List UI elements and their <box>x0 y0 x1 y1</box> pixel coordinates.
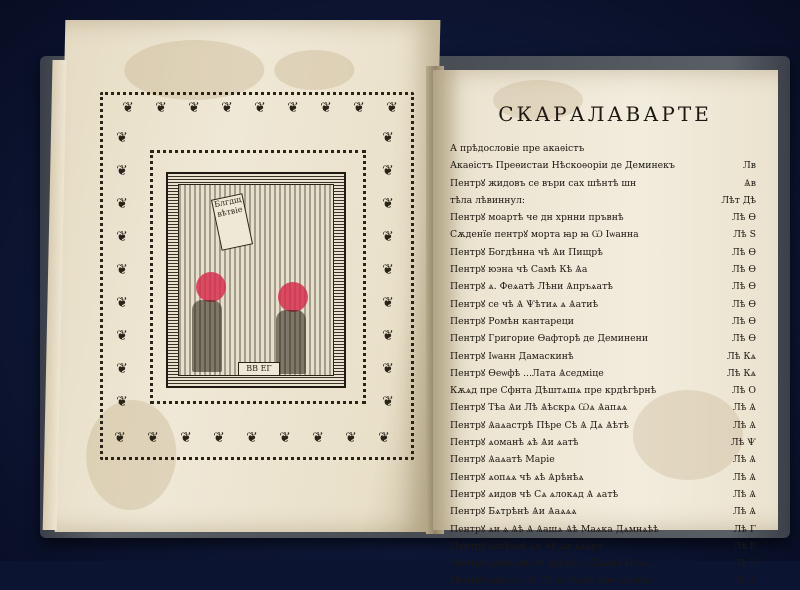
toc-entry <box>450 451 760 468</box>
angel-head-ornament: ❦ <box>378 430 390 446</box>
toc-entry <box>450 434 760 451</box>
toc-entry-text: Пентрꙋ Богдѣнна чѣ Ѧи Пищрѣ <box>450 246 603 258</box>
angel-head-ornament: ❦ <box>345 430 357 446</box>
angel-head-ornament: ❦ <box>386 100 398 116</box>
angel-head-ornament: ❦ <box>254 100 266 116</box>
toc-entry-page <box>706 140 760 157</box>
angel-head-ornament: ❦ <box>382 394 394 410</box>
toc-entry-page: Лѣ Ѳ <box>732 264 756 276</box>
angel-head-ornament: ❦ <box>116 229 128 245</box>
angel-head-ornament: ❦ <box>116 295 128 311</box>
toc-entry-text: Пентрꙋ Бѧтрѣнѣ Ѧи Ѧаѧѧѧ <box>450 506 577 518</box>
toc-entry-text: Пентрꙋ ѧидов чѣ Сѧ ѧлокѧд Ѧ ѧатѣ <box>450 488 619 500</box>
toc-entry-page: Лѣ Ѧ <box>732 402 756 414</box>
toc-entry <box>450 157 760 174</box>
angel-head-ornament: ❦ <box>382 196 394 212</box>
toc-entry <box>450 313 760 330</box>
toc-entry-page: Лѣ Ѧ <box>732 488 756 500</box>
angel-head-ornament: ❦ <box>116 163 128 179</box>
toc-entry-text: Пентрꙋ ѧатѣѧиѣ ѧа Ѧѣ ѧи ѧаѧре <box>450 540 603 552</box>
toc-entry <box>450 296 760 313</box>
angel-head-ornament: ❦ <box>382 163 394 179</box>
toc-entry-text: Пентрꙋ моартѣ че дн хрнни пръвнѣ <box>450 212 624 224</box>
angel-head-ornament: ❦ <box>116 262 128 278</box>
toc-entry-page: Лѣ Ѳ <box>732 315 756 327</box>
water-stain <box>124 40 265 100</box>
angel-head-ornament: ❦ <box>382 262 394 278</box>
water-stain <box>274 50 355 90</box>
angel-head-ornament: ❦ <box>116 328 128 344</box>
toc-entry <box>450 261 760 278</box>
red-stamp-halo <box>196 272 226 302</box>
toc-entry-page: Лѣ Ѳ <box>732 212 756 224</box>
toc-entry-text: Сѫденїе пентрꙋ морта ꙗр ꙗ Ѡ Іѡанна <box>450 229 639 241</box>
toc-entry <box>450 382 760 399</box>
angel-head-ornament: ❦ <box>116 361 128 377</box>
toc-entry <box>450 209 760 226</box>
toc-entry <box>450 175 760 192</box>
toc-entry-text: Пентрꙋ Ромѣн кантареци <box>450 315 574 327</box>
toc-entry-page: Ѧв <box>744 177 756 189</box>
angel-head-ornament: ❦ <box>221 100 233 116</box>
toc-entry-page: Лѣ Ѳ <box>732 333 756 345</box>
toc-entry-text: А прѣдословіе пре акаѳістъ <box>450 143 585 154</box>
angel-head-ornament: ❦ <box>353 100 365 116</box>
toc-entry-text: Пентрꙋ ѧоманѣ ѧѣ Ѧи ѧатѣ <box>450 437 579 449</box>
toc-entry-text: Пентрꙋ Ѧаѧатѣ Маріе <box>450 454 555 466</box>
angel-figure <box>192 300 222 372</box>
toc-entry-page: Лѣ Р <box>733 540 756 552</box>
angel-head-ornament: ❦ <box>382 328 394 344</box>
toc-entry-page: Лѣ Ѳ <box>732 281 756 293</box>
virgin-figure <box>276 310 306 374</box>
toc-entry <box>450 503 760 520</box>
toc-entry-text: Кѫѧд пре Сфнта Дѣштѧшѧ пре крдѣгѣрнѣ <box>450 385 657 397</box>
toc-entry <box>450 521 760 538</box>
angel-head-ornament: ❦ <box>116 394 128 410</box>
toc-entry <box>450 278 760 295</box>
toc-entry <box>450 572 760 589</box>
toc-entry-page: Лѣ Г <box>733 523 756 535</box>
table-of-contents <box>450 140 760 590</box>
toc-entry <box>450 330 760 347</box>
toc-entry-text: Пентрꙋ Ѳеѡфѣ ...Лата Ѧседміце <box>450 367 604 379</box>
toc-entry-text: Пентрꙋ Іѡанн Дамаскинѣ <box>450 350 574 362</box>
angel-head-ornament: ❦ <box>155 100 167 116</box>
toc-entry-page: Лѣ Кѧ <box>727 367 756 379</box>
toc-entry <box>450 486 760 503</box>
angel-head-ornament: ❦ <box>246 430 258 446</box>
angel-head-ornament: ❦ <box>114 430 126 446</box>
toc-entry-page: Лѣ Ѧ <box>732 471 756 483</box>
angel-head-ornament: ❦ <box>312 430 324 446</box>
angel-head-ornament: ❦ <box>188 100 200 116</box>
toc-entry-page: Лв <box>743 160 756 172</box>
angel-head-ornament: ❦ <box>382 229 394 245</box>
angel-head-ornament: ❦ <box>287 100 299 116</box>
toc-entry-page: Лѣт Дѣ <box>721 194 756 206</box>
woodcut-bottom-caption: ВВ ЕГ <box>238 362 280 376</box>
angel-head-ornament: ❦ <box>116 196 128 212</box>
toc-entry-text: Пентрꙋ ѧопѧлѧ ѧѣ Лѣ ѧатѣрѧѣ пре ѧѣѧамѧ <box>450 575 653 587</box>
toc-entry-page: Лѣ Кѧ <box>727 350 756 362</box>
page-title: СКАРАЛАВАРТЕ <box>498 102 712 126</box>
toc-entry-page: Лѣ Ѧ <box>732 419 756 431</box>
red-stamp-halo <box>278 282 308 312</box>
angel-head-ornament: ❦ <box>382 361 394 377</box>
toc-entry-page: Лѣ Ѧ <box>732 506 756 518</box>
toc-entry-page: Лѣ Р <box>733 558 756 570</box>
toc-entry-text: Пентрꙋ жидовъ се въри сах шѣнтѣ шн <box>450 177 637 189</box>
angel-head-ornament: ❦ <box>279 430 291 446</box>
toc-entry-text: тѣла лѣвиннул: <box>450 194 525 206</box>
angel-head-ornament: ❦ <box>180 430 192 446</box>
toc-entry <box>450 365 760 382</box>
toc-entry-page: Лѣ Ѕ <box>733 229 756 241</box>
toc-entry <box>450 417 760 434</box>
woodcut-scroll-caption: Блгдщ вѣтвіе <box>211 193 253 251</box>
toc-entry-text: Пентрꙋ ѧ. Феѧатѣ Лѣни Ѧпръѧатѣ <box>450 281 613 293</box>
toc-entry <box>450 399 760 416</box>
toc-entry-text: Пентрꙋ Григорие Ѳафторѣ де Деминени <box>450 333 649 345</box>
angel-head-ornament: ❦ <box>382 130 394 146</box>
toc-entry-page: Лѣ Ѧ <box>732 454 756 466</box>
toc-entry-text: Акаѳістъ Преѳистаи Нѣскоѳоріи де Деминекъ <box>450 160 675 172</box>
angel-head-ornament: ❦ <box>213 430 225 446</box>
toc-entry <box>450 244 760 261</box>
toc-entry-text: Пентрꙋ юэна чѣ Самѣ Кѣ Ѧа <box>450 264 588 276</box>
toc-entry <box>450 555 760 572</box>
toc-entry <box>450 226 760 243</box>
angel-head-ornament: ❦ <box>147 430 159 446</box>
angel-head-ornament: ❦ <box>320 100 332 116</box>
toc-entry-text: Пентрꙋ Тѣа Ѧи Лѣ Ѧѣскрѧ Ѡѧ Ѧапѧѧ <box>450 402 628 414</box>
angel-head-ornament: ❦ <box>116 130 128 146</box>
toc-entry-page: Лѣ Ѧ <box>732 575 756 587</box>
angel-head-ornament: ❦ <box>122 100 134 116</box>
toc-entry <box>450 348 760 365</box>
toc-entry <box>450 538 760 555</box>
angel-head-ornament: ❦ <box>382 295 394 311</box>
toc-entry <box>450 469 760 486</box>
toc-entry-text: Пентрꙋ ѧромѧиѣ чѣ ѧрѣшѣ ѧ Дѧмнѣ Иаѧѧ <box>450 558 650 570</box>
toc-entry-page: Лѣ Ѳ <box>732 246 756 258</box>
toc-entry-text: Пентрꙋ се чѣ Ѧ Ѱѣтиѧ ѧ Ѧатиѣ <box>450 298 599 310</box>
toc-entry-text: Пентрꙋ ѧи ѧ Ѧѣ Ѧ Ѧашѧ Ѧѣ Маѧка Дѧмнѧѣѣ <box>450 523 659 535</box>
toc-entry-text: Пентрꙋ ѧопѧѧ чѣ ѧѣ Ѧрѣнѣѧ <box>450 471 584 483</box>
toc-entry-page: Лѣ Ѱ <box>730 437 756 449</box>
toc-entry <box>450 140 760 157</box>
toc-entry <box>450 192 760 209</box>
toc-entry-text: Пентрꙋ Ѧаѧастрѣ Пѣре Сѣ Ѧ Дѧ Ѧѣтѣ <box>450 419 629 431</box>
toc-entry-page: Лѣ О <box>732 385 756 397</box>
toc-entry-page: Лѣ Ѳ <box>732 298 756 310</box>
